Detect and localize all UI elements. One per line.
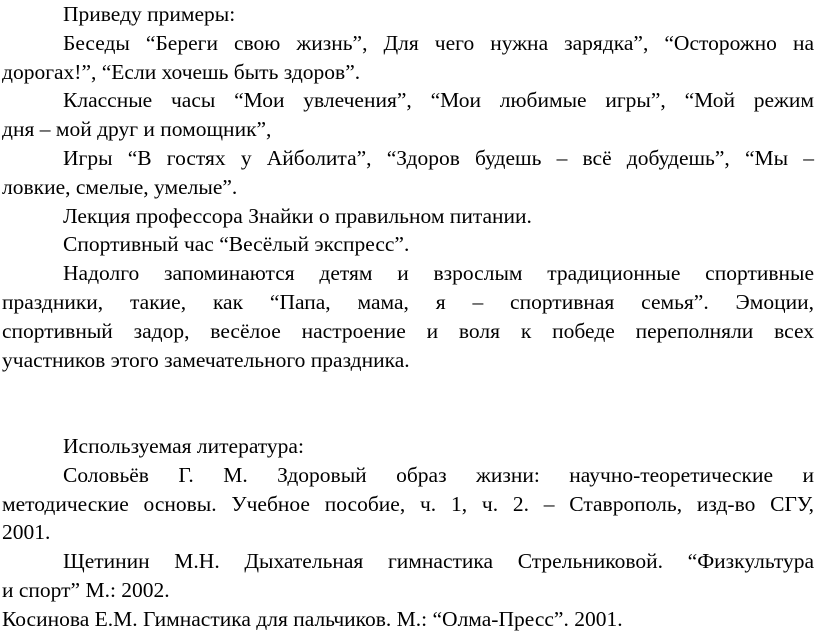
talks-line-1: Беседы “Береги свою жизнь”, Для чего нужна зарядка”, “Осторожно на [63, 30, 814, 55]
section-spacer [2, 374, 814, 432]
festivals-line-4: участников этого замечательного праздника. [2, 347, 410, 372]
class-hours-line-2: дня – мой друг и помощник”, [2, 117, 272, 142]
festivals-line-3: спортивный задор, весёлое настроение и воля к победе переполняли всех [2, 318, 814, 343]
games-line-2: ловкие, смелые, умелые”. [2, 174, 238, 199]
document-page [2, 0, 814, 634]
games-line-1: Игры “В гостях у Айболита”, “Здоров будешь – всё добудешь”, “Мы – [63, 145, 814, 170]
reference-3-line: Косинова Е.М. Гимнастика для пальчиков. М.: “Олма-Пресс”. 2001. [2, 606, 623, 631]
reference-2-line-1: Щетинин М.Н. Дыхательная гимнастика Стрельниковой. “Физкультура [63, 549, 814, 574]
reference-1-line-3: 2001. [2, 520, 51, 545]
festivals-line-1: Надолго запоминаются детям и взрослым традиционные спортивные [63, 261, 814, 286]
reference-1-line-1: Соловьёв Г. М. Здоровый образ жизни: научно-теоретические и [63, 462, 814, 487]
reference-2-line-2: и спорт” М.: 2002. [2, 577, 170, 602]
sport-hour-line: Спортивный час “Весёлый экспресс”. [63, 232, 410, 257]
class-hours-line-1: Классные часы “Мои увлечения”, “Мои любимые игры”, “Мой режим [63, 88, 814, 113]
literature-heading: Используемая литература: [63, 433, 304, 458]
lecture-line: Лекция профессора Знайки о правильном питании. [63, 203, 532, 228]
festivals-line-2: праздники, такие, как “Папа, мама, я – спортивная семья”. Эмоции, [2, 289, 814, 314]
reference-1-line-2: методические основы. Учебное пособие, ч. 1, ч. 2. – Ставрополь, изд-во СГУ, [2, 491, 814, 516]
talks-line-2: дорогах!”, “Если хочешь быть здоров”. [2, 59, 361, 84]
examples-heading: Приведу примеры: [63, 2, 236, 26]
